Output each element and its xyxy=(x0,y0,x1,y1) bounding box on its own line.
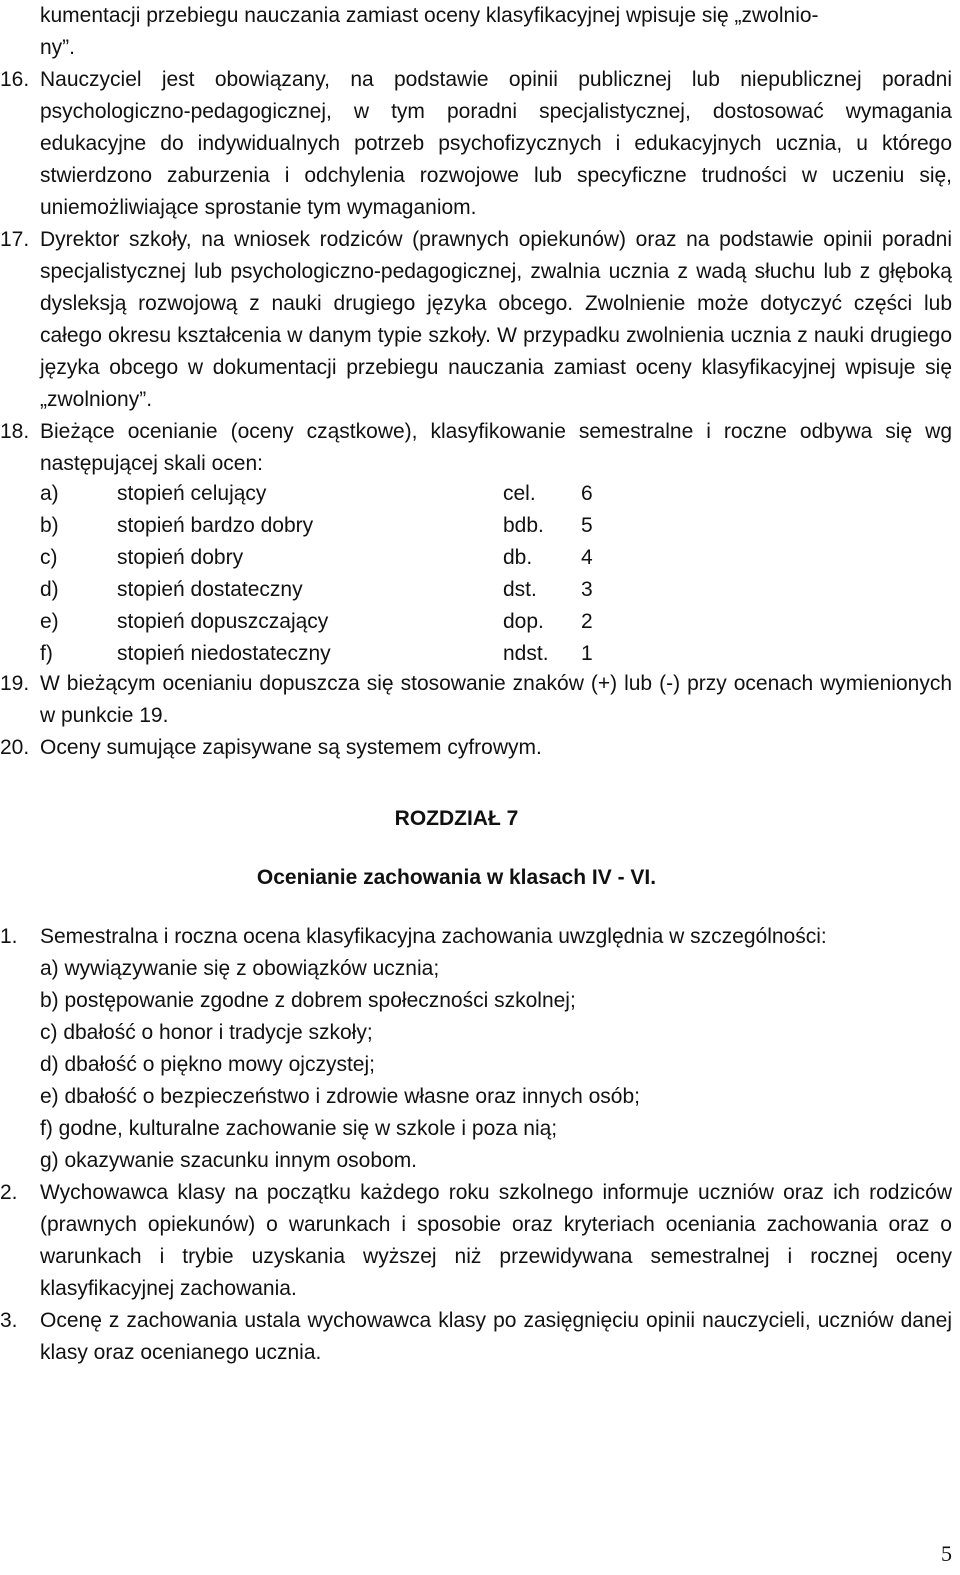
paragraph-number: 18. xyxy=(0,420,30,443)
criteria-item: f) godne, kulturalne zachowanie się w szkole i poza nią; xyxy=(40,1117,558,1140)
grade-name: stopień niedostateczny xyxy=(117,642,331,665)
paragraph-text: Bieżące ocenianie (oceny cząstkowe), klasyfikowanie semestralne i roczne odbywa się wg następującej skali ocen: xyxy=(40,420,952,475)
paragraph-text: Oceny sumujące zapisywane są systemem cyfrowym. xyxy=(40,736,542,759)
paragraph-text: Wychowawca klasy na początku każdego roku szkolnego informuje uczniów oraz ich rodziców (prawnych opiekunów) o warunkach i sposobie oraz kryteriach oceniania zachowania oraz o warunkach i trybie uzyskania wyższej niż przewidywana semestralnej i rocznej oceny klasyfikacyjnej zachowania. xyxy=(40,1181,952,1300)
chapter-paragraph-2 xyxy=(0,1177,952,1305)
grade-name: stopień bardzo dobry xyxy=(117,514,314,537)
paragraph-text: Nauczyciel jest obowiązany, na podstawie opinii publicznej lub niepublicznej poradni psychologiczno-pedagogicznej, w tym poradni specjalistycznej, dostosować wymagania edukacyjne do indywidualnych potrzeb psychofizycznych i edukacyjnych ucznia, u którego stwierdzono zaburzenia i odchylenia rozwojowe lub specyficzne trudności w uczeniu się, uniemożliwiające sprostanie tym wymaganiom. xyxy=(40,68,952,219)
continuation-text xyxy=(40,0,952,64)
numbered-paragraph-19 xyxy=(0,668,952,732)
chapter-subtitle: Ocenianie zachowania w klasach IV - VI. xyxy=(256,866,657,889)
criteria-item: g) okazywanie szacunku innym osobom. xyxy=(40,1149,418,1172)
criteria-item: e) dbałość o bezpieczeństwo i zdrowie własne oraz innych osób; xyxy=(40,1085,640,1108)
chapter-title: ROZDZIAŁ 7 xyxy=(394,807,519,830)
paragraph-number: 16. xyxy=(0,68,30,91)
criteria-list xyxy=(40,953,952,1177)
paragraph-text: Dyrektor szkoły, na wniosek rodziców (prawnych opiekunów) oraz na podstawie opinii poradni specjalistycznej lub psychologiczno-pedagogicznej, zwalnia ucznia z wadą słuchu lub z głęboką dysleksją rozwojową z nauki drugiego języka obcego. Zwolnienie może dotyczyć części lub całego okresu kształcenia w danym typie szkoły. W przypadku zwolnienia ucznia z nauki drugiego języka obcego w dokumentacji przebiegu nauczania zamiast oceny klasyfikacyjnej wpisuje się „zwolniony”. xyxy=(40,228,952,411)
numbered-paragraph-18 xyxy=(0,416,952,480)
paragraph-number: 2. xyxy=(0,1181,18,1204)
paragraph-number: 17. xyxy=(0,228,30,251)
paragraph-text: Ocenę z zachowania ustala wychowawca klasy po zasięgnięciu opinii nauczycieli, uczniów danej klasy oraz ocenianego ucznia. xyxy=(40,1309,952,1364)
numbered-paragraph-20 xyxy=(0,732,952,764)
grade-letter: a) xyxy=(40,482,59,505)
paragraph-text: W bieżącym ocenianiu dopuszcza się stosowanie znaków (+) lub (-) przy ocenach wymienionych w punkcie 19. xyxy=(40,672,952,727)
paragraph-number: 3. xyxy=(0,1309,18,1332)
continuation-line: ny”. xyxy=(40,36,76,59)
page-number: 5 xyxy=(941,1541,952,1566)
numbered-paragraph-16 xyxy=(0,64,952,224)
criteria-item: a) wywiązywanie się z obowiązków ucznia; xyxy=(40,957,440,980)
continuation-line: kumentacji przebiegu nauczania zamiast oceny klasyfikacyjnej wpisuje się „zwolnio- xyxy=(40,4,819,27)
grade-abbreviation: bdb. xyxy=(503,514,544,537)
grade-abbreviation: ndst. xyxy=(503,642,549,665)
paragraph-number: 19. xyxy=(0,672,30,695)
grade-abbreviation: dop. xyxy=(503,610,544,633)
grade-letter: b) xyxy=(40,514,59,537)
criteria-item: d) dbałość o piękno mowy ojczystej; xyxy=(40,1053,375,1076)
grade-value: 3 xyxy=(581,578,593,601)
grade-letter: d) xyxy=(40,578,59,601)
grade-name: stopień dostateczny xyxy=(117,578,303,601)
grade-abbreviation: dst. xyxy=(503,578,537,601)
grade-name: stopień dopuszczający xyxy=(117,610,329,633)
grade-value: 4 xyxy=(581,546,593,569)
numbered-paragraph-17 xyxy=(0,224,952,416)
grade-value: 5 xyxy=(581,514,593,537)
chapter-paragraph-3 xyxy=(0,1305,952,1369)
grade-abbreviation: cel. xyxy=(503,482,536,505)
grade-letter: e) xyxy=(40,610,59,633)
chapter-paragraph-1 xyxy=(0,921,952,1177)
criteria-item: c) dbałość o honor i tradycje szkoły; xyxy=(40,1021,373,1044)
grade-name: stopień dobry xyxy=(117,546,244,569)
grade-abbreviation: db. xyxy=(503,546,533,569)
paragraph-number: 1. xyxy=(0,925,18,948)
grade-value: 1 xyxy=(581,642,593,665)
grade-letter: c) xyxy=(40,546,58,569)
criteria-item: b) postępowanie zgodne z dobrem społeczności szkolnej; xyxy=(40,989,576,1012)
grade-value: 6 xyxy=(581,482,593,505)
grade-name: stopień celujący xyxy=(117,482,267,505)
grade-letter: f) xyxy=(40,642,53,665)
paragraph-text: Semestralna i roczna ocena klasyfikacyjna zachowania uwzględnia w szczególności: xyxy=(40,925,827,948)
grade-value: 2 xyxy=(581,610,593,633)
paragraph-number: 20. xyxy=(0,736,30,759)
